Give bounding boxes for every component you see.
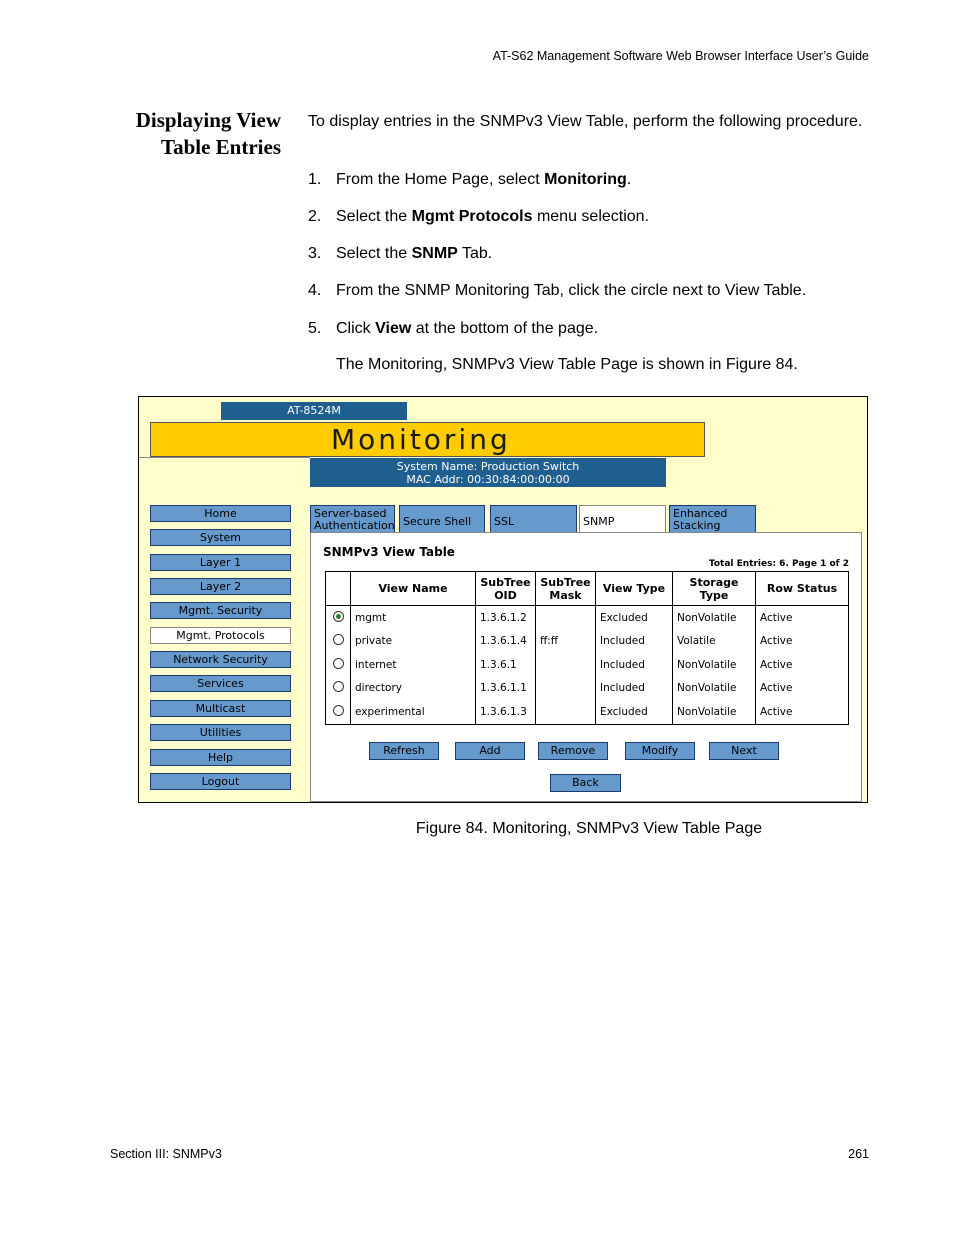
footer-section: Section III: SNMPv3 — [110, 1147, 222, 1161]
section-title-line-1: Displaying View — [135, 108, 281, 132]
step-4 — [308, 281, 806, 301]
panel-title: SNMPv3 View Table — [323, 545, 455, 559]
step-text: Select the — [336, 245, 412, 262]
view-name: private — [351, 630, 476, 654]
nav-layer-1[interactable]: Layer 1 — [150, 554, 291, 571]
col-storage-type: Storage Type — [673, 572, 756, 606]
figure-screenshot — [138, 396, 868, 803]
storage-type: NonVolatile — [673, 677, 756, 701]
view-type: Included — [596, 677, 673, 701]
storage-type: NonVolatile — [673, 606, 756, 630]
step-number: 3. — [308, 245, 322, 262]
mac-address: MAC Addr: 00:30:84:00:00:00 — [406, 473, 570, 486]
col-view-name: View Name — [351, 572, 476, 606]
step-text: From the SNMP Monitoring Tab, click the circle next to View Table. — [336, 282, 807, 299]
view-type: Included — [596, 630, 673, 654]
tab-server-based-authentication[interactable] — [310, 505, 395, 533]
tab-label-line-1: Enhanced — [673, 507, 728, 520]
storage-type: NonVolatile — [673, 653, 756, 677]
nav-multicast[interactable]: Multicast — [150, 700, 291, 717]
row-radio[interactable] — [333, 658, 344, 669]
tab-label-line-2: Stacking — [673, 519, 721, 532]
running-header: AT-S62 Management Software Web Browser Interface User’s Guide — [492, 49, 869, 63]
subtree-oid: 1.3.6.1 — [476, 653, 536, 677]
tab-secure-shell[interactable]: Secure Shell — [399, 505, 485, 533]
storage-type: Volatile — [673, 630, 756, 654]
view-type: Included — [596, 653, 673, 677]
step-2 — [308, 207, 649, 227]
table-row — [326, 606, 849, 630]
snmp-panel — [310, 532, 862, 802]
step-number: 1. — [308, 171, 322, 188]
row-radio[interactable] — [333, 681, 344, 692]
view-name: internet — [351, 653, 476, 677]
subtree-oid: 1.3.6.1.4 — [476, 630, 536, 654]
next-button[interactable]: Next — [709, 742, 779, 760]
row-status: Active — [756, 606, 849, 630]
view-name: mgmt — [351, 606, 476, 630]
nav-services[interactable]: Services — [150, 675, 291, 692]
figure-caption: Figure 84. Monitoring, SNMPv3 View Table Page — [415, 820, 763, 837]
subtree-mask — [536, 653, 596, 677]
subtree-mask — [536, 700, 596, 724]
row-radio[interactable] — [333, 634, 344, 645]
nav-utilities[interactable]: Utilities — [150, 724, 291, 741]
refresh-button[interactable]: Refresh — [369, 742, 439, 760]
nav-home[interactable]: Home — [150, 505, 291, 522]
tab-snmp[interactable]: SNMP — [579, 505, 666, 534]
page-banner: Monitoring — [150, 422, 705, 457]
tab-ssl[interactable]: SSL — [490, 505, 577, 533]
storage-type: NonVolatile — [673, 700, 756, 724]
table-header-row — [326, 572, 849, 606]
row-status: Active — [756, 653, 849, 677]
table-row — [326, 653, 849, 677]
view-type: Excluded — [596, 700, 673, 724]
nav-mgmt-protocols[interactable]: Mgmt. Protocols — [150, 627, 291, 644]
back-button[interactable]: Back — [550, 774, 621, 792]
step-number: 5. — [308, 320, 322, 337]
tab-enhanced-stacking[interactable] — [669, 505, 756, 533]
system-info — [310, 458, 666, 487]
step-text-end: at the bottom of the page. — [411, 320, 599, 337]
section-title — [100, 107, 281, 161]
subtree-oid: 1.3.6.1.2 — [476, 606, 536, 630]
total-entries: Total Entries: 6. Page 1 of 2 — [708, 559, 849, 569]
table-row — [326, 677, 849, 701]
row-status: Active — [756, 700, 849, 724]
subtree-mask — [536, 606, 596, 630]
intro-paragraph: To display entries in the SNMPv3 View Table, perform the following procedure. — [308, 113, 863, 130]
step-3 — [308, 244, 492, 264]
view-type: Excluded — [596, 606, 673, 630]
add-button[interactable]: Add — [455, 742, 525, 760]
subtree-mask — [536, 677, 596, 701]
system-name: System Name: Production Switch — [396, 460, 580, 473]
nav-help[interactable]: Help — [150, 749, 291, 766]
step-5 — [308, 319, 598, 339]
subtree-mask: ff:ff — [536, 630, 596, 654]
col-select — [326, 572, 351, 606]
result-text: The Monitoring, SNMPv3 View Table Page is shown in Figure 84. — [336, 356, 798, 373]
row-radio[interactable] — [333, 705, 344, 716]
step-number: 4. — [308, 282, 322, 299]
view-table — [325, 571, 849, 725]
step-number: 2. — [308, 208, 322, 225]
footer-page-number: 261 — [848, 1147, 869, 1161]
modify-button[interactable]: Modify — [625, 742, 695, 760]
col-subtree-oid: SubTree OID — [476, 572, 536, 606]
nav-logout[interactable]: Logout — [150, 773, 291, 790]
model-label: AT-8524M — [221, 402, 407, 420]
step-1 — [308, 170, 631, 190]
col-subtree-mask: SubTree Mask — [536, 572, 596, 606]
table-row — [326, 700, 849, 724]
section-title-line-2: Table Entries — [161, 135, 281, 159]
step-bold: View — [375, 320, 412, 337]
remove-button[interactable]: Remove — [538, 742, 608, 760]
col-row-status: Row Status — [756, 572, 849, 606]
col-view-type: View Type — [596, 572, 673, 606]
view-name: experimental — [351, 700, 476, 724]
nav-layer-2[interactable]: Layer 2 — [150, 578, 291, 595]
tab-label-line-2: Authentication — [314, 519, 395, 532]
subtree-oid: 1.3.6.1.3 — [476, 700, 536, 724]
step-text: From the Home Page, select — [336, 171, 545, 188]
nav-system[interactable]: System — [150, 529, 291, 546]
step-text-end: Tab. — [457, 245, 493, 262]
divider — [139, 457, 310, 458]
nav-mgmt-security[interactable]: Mgmt. Security — [150, 602, 291, 619]
view-name: directory — [351, 677, 476, 701]
step-text-end: . — [626, 171, 632, 188]
step-text: Click — [336, 320, 376, 337]
row-status: Active — [756, 630, 849, 654]
row-radio-selected[interactable] — [333, 611, 344, 622]
row-status: Active — [756, 677, 849, 701]
tab-label-line-1: Server-based — [314, 507, 387, 520]
step-bold: Mgmt Protocols — [411, 208, 533, 225]
table-row — [326, 630, 849, 654]
subtree-oid: 1.3.6.1.1 — [476, 677, 536, 701]
step-text-end: menu selection. — [532, 208, 650, 225]
step-text: Select the — [336, 208, 412, 225]
step-bold: Monitoring — [544, 171, 627, 188]
step-bold: SNMP — [411, 245, 458, 262]
nav-network-security[interactable]: Network Security — [150, 651, 291, 668]
